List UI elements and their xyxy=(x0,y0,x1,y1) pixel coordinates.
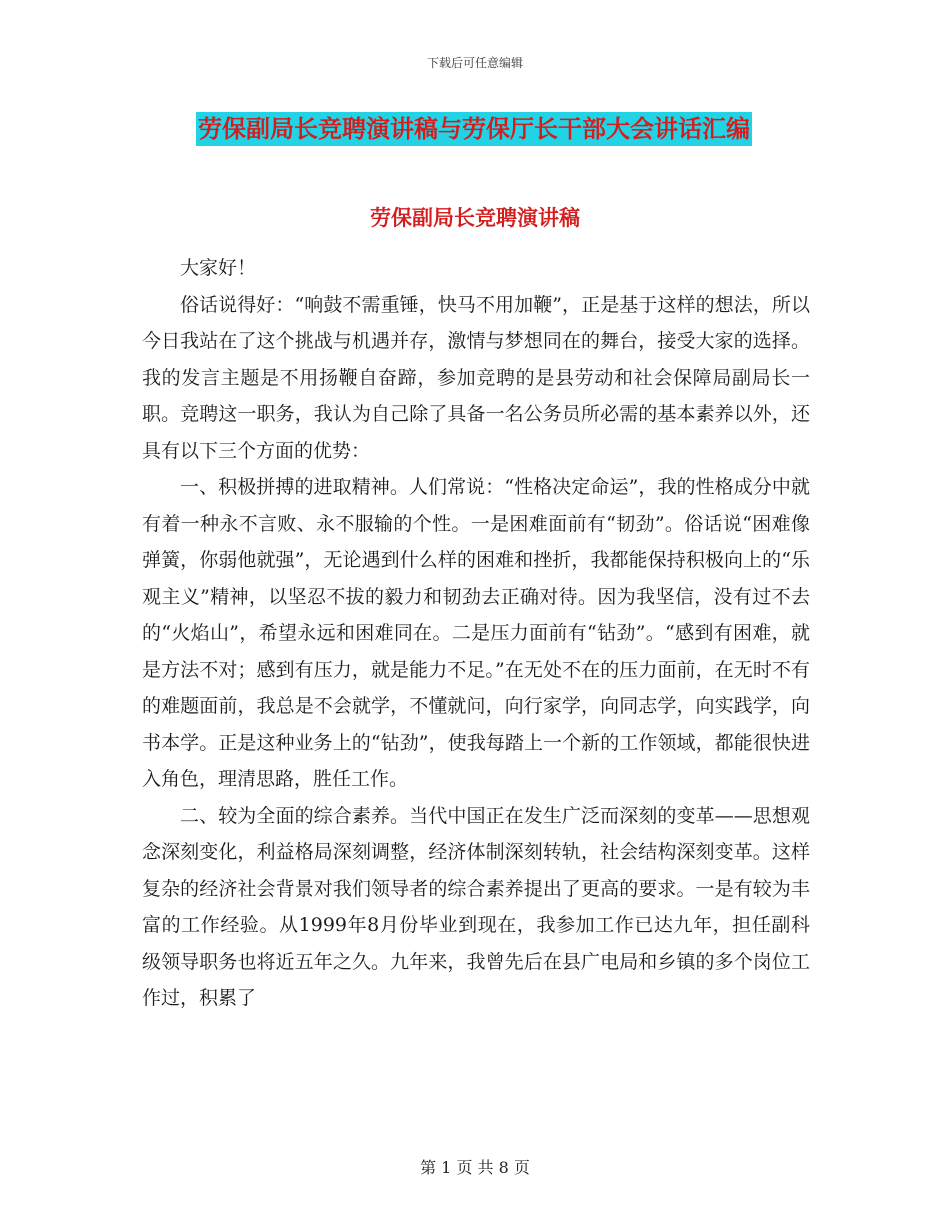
document-main-title: 劳保副局长竞聘演讲稿与劳保厅长干部大会讲话汇编 xyxy=(196,112,752,146)
document-body xyxy=(142,250,810,1017)
body-paragraph: 二、较为全面的综合素养。当代中国正在发生广泛而深刻的变革——思想观念深刻变化，利益格局深刻调整，经济体制深刻转轨，社会结构深刻变革。这样复杂的经济社会背景对我们领导者的综合素养提出了更高的要求。一是有较为丰富的工作经验。从1999年8月份毕业到现在，我参加工作已达九年，担任副科级领导职务也将近五年之久。九年来，我曾先后在县广电局和乡镇的多个岗位工作过，积累了 xyxy=(142,804,810,1009)
body-paragraph: 一、积极拼搏的进取精神。人们常说：“性格决定命运”，我的性格成分中就有着一种永不言败、永不服输的个性。一是困难面前有“韧劲”。俗话说“困难像弹簧，你弱他就强”，无论遇到什么样的困难和挫折，我都能保持积极向上的“乐观主义”精神，以坚忍不拔的毅力和韧劲去正确对待。因为我坚信，没有过不去的“火焰山”，希望永远和困难同在。二是压力面前有“钻劲”。“感到有困难，就是方法不对；感到有压力，就是能力不足。”在无处不在的压力面前，在无时不有的难题面前，我总是不会就学，不懂就问，向行家学，向同志学，向实践学，向书本学。正是这种业务上的“钻劲”，使我每踏上一个新的工作领域，都能很快进入角色，理清思路，胜任工作。 xyxy=(142,476,810,790)
page-header-note: 下载后可任意编辑 xyxy=(426,56,523,70)
section-title: 劳保副局长竞聘演讲稿 xyxy=(370,206,580,230)
greeting-paragraph: 大家好！ xyxy=(180,257,257,279)
body-paragraph: 俗话说得好：“响鼓不需重锤，快马不用加鞭”，正是基于这样的想法，所以今日我站在了这个挑战与机遇并存，激情与梦想同在的舞台，接受大家的选择。我的发言主题是不用扬鞭自奋蹄，参加竞聘的是县劳动和社会保障局副局长一职。竞聘这一职务，我认为自己除了具备一名公务员所必需的基本素养以外，还具有以下三个方面的优势： xyxy=(142,293,810,462)
page-footer: 第 1 页 共 8 页 xyxy=(420,1158,530,1177)
